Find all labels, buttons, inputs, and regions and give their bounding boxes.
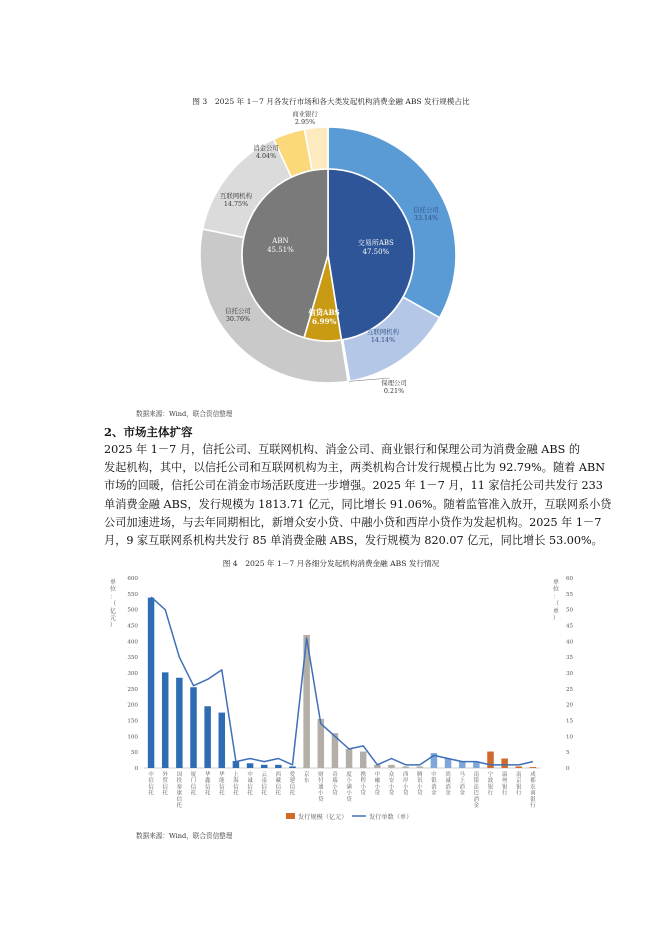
x-tick-char: 小 <box>360 784 366 791</box>
x-tick-char: 外 <box>162 772 168 778</box>
paragraph-line: 月，9 家互联网系机构共发行 85 单消费金融 ABS，发行规模为 820.07 亿元，同比增长 53.00%。 <box>104 534 603 548</box>
outer-label-name: 信托公司 <box>413 206 439 214</box>
x-tick-label <box>233 770 239 797</box>
x-tick-char: 信 <box>289 784 296 791</box>
x-tick-char: 信 <box>176 796 183 803</box>
x-tick-char: 满 <box>346 784 352 791</box>
x-tick-char: 度 <box>346 772 352 778</box>
x-tick-char: 中 <box>148 772 154 778</box>
x-tick-label <box>516 770 522 797</box>
axis-title-char: 单 <box>552 607 560 615</box>
y-right-tick: 20 <box>566 702 574 709</box>
axis-title-char: 位 <box>552 586 560 594</box>
x-tick-label <box>346 770 352 803</box>
x-tick-char: 厦 <box>190 772 197 778</box>
x-tick-char: 银 <box>431 778 437 785</box>
x-tick-char: 信 <box>261 784 267 791</box>
figure3-donut-chart <box>150 108 510 404</box>
x-tick-char: 行 <box>501 790 508 797</box>
bar-25 <box>501 759 508 769</box>
x-tick-char: 都 <box>530 778 536 785</box>
x-tick-label <box>276 770 282 797</box>
x-tick-char: 藏 <box>275 778 282 785</box>
axis-title-char: （ <box>109 600 117 608</box>
x-tick-char: 消 <box>445 784 451 791</box>
x-tick-char: 尚 <box>445 772 451 778</box>
outer-label-2 <box>381 378 407 395</box>
paragraph-line: 2025 年 1－7 月，信托公司、互联网机构、消金公司、商业银行和保理公司为消费金融 ABS 的 <box>104 443 581 456</box>
outer-label-4 <box>220 191 253 208</box>
x-tick-char: 上 <box>459 778 465 785</box>
y-right-tick: 0 <box>566 766 570 772</box>
x-tick-char: 中 <box>247 772 253 778</box>
x-tick-label <box>163 770 169 797</box>
x-tick-char: 岸 <box>402 778 409 785</box>
figure4-combo-chart <box>109 570 574 822</box>
x-tick-char: 门 <box>190 778 197 785</box>
x-tick-char: 小 <box>374 784 381 791</box>
y-left-tick: 50 <box>130 750 138 757</box>
legend-label-bar: 发行规模（亿元） <box>298 814 348 821</box>
axis-title-char: ） <box>552 615 560 622</box>
y-left-tick: 350 <box>127 655 138 662</box>
x-tick-char: 贷 <box>417 790 423 797</box>
x-tick-char: 行 <box>516 790 522 797</box>
x-tick-char: 消 <box>431 784 437 791</box>
bar-8 <box>261 765 268 768</box>
y-left-tick: 600 <box>127 576 138 582</box>
axis-title-char: 亿 <box>109 607 117 615</box>
x-tick-char: 贸 <box>162 778 168 785</box>
bar-15 <box>360 752 367 768</box>
outer-label-value: 33.14% <box>413 214 439 222</box>
x-tick-char: 信 <box>247 784 253 791</box>
inner-label-name: 交易所ABS <box>357 239 394 248</box>
inner-label-0 <box>358 238 394 256</box>
x-tick-char: 东 <box>303 778 310 785</box>
bar-0 <box>148 598 155 768</box>
x-tick-char: 南 <box>261 778 267 785</box>
x-tick-char: 信 <box>219 784 225 791</box>
x-tick-char: 华 <box>219 772 225 778</box>
y-left-tick: 0 <box>134 766 138 772</box>
outer-label-6 <box>292 109 318 126</box>
x-tick-label <box>247 770 253 797</box>
y-left-tick: 250 <box>127 686 138 693</box>
x-tick-char: 西 <box>402 772 409 778</box>
x-tick-char: 安 <box>388 778 395 785</box>
figure4-title: 图 4 2025 年 1－7 月各细分发起机构消费金融 ABS 发行情况 <box>222 559 440 568</box>
x-tick-label <box>219 770 225 797</box>
x-tick-label <box>389 770 395 797</box>
x-tick-char: 托 <box>247 790 253 797</box>
x-tick-label <box>403 770 409 797</box>
x-tick-char: 托 <box>162 790 168 797</box>
x-tick-char: 金 <box>473 803 480 809</box>
x-tick-label <box>460 770 466 797</box>
x-tick-char: 信 <box>275 784 282 791</box>
x-tick-char: 能 <box>219 778 225 785</box>
x-tick-char: 小 <box>388 784 395 791</box>
x-tick-label <box>488 770 494 797</box>
x-tick-char: 金 <box>459 790 465 797</box>
x-tick-char: 托 <box>190 790 197 797</box>
x-tick-char: 通 <box>318 784 324 791</box>
x-tick-label <box>290 770 296 797</box>
x-tick-char: 南 <box>516 772 522 778</box>
inner-label-value: 45.51% <box>267 245 294 254</box>
y-right-tick: 60 <box>566 576 574 582</box>
x-tick-char: 托 <box>176 803 183 809</box>
outer-label-value: 30.76% <box>225 315 251 323</box>
x-tick-char: 爱 <box>289 772 296 778</box>
outer-label-name: 消金公司 <box>253 144 279 152</box>
x-tick-char: 成 <box>530 772 536 778</box>
y-left-title <box>110 578 116 629</box>
x-tick-char: 行 <box>487 790 494 797</box>
x-tick-char: 托 <box>204 790 211 797</box>
axis-title-char: 单 <box>552 579 560 586</box>
x-tick-char: 贷 <box>402 790 409 797</box>
axis-title-char: 元 <box>109 615 117 622</box>
paragraph-line: 发起机构，其中，以信托公司和互联网机构为主，两类机构合计发行规模占比为 92.79%。随着 ABN <box>104 461 605 475</box>
x-tick-label <box>191 770 197 797</box>
x-tick-char: 托 <box>148 790 154 797</box>
x-tick-label <box>530 770 536 809</box>
bar-5 <box>219 713 226 768</box>
x-tick-char: 贷 <box>388 790 395 797</box>
x-tick-char: 波 <box>487 778 494 785</box>
y-right-tick: 30 <box>566 671 574 677</box>
bar-1 <box>162 672 169 768</box>
x-tick-char: 金 <box>431 790 437 797</box>
x-tick-char: 小 <box>417 784 423 791</box>
outer-label-value: 0.21% <box>383 387 405 395</box>
outer-label-value: 14.75% <box>223 200 249 208</box>
x-tick-char: 贷 <box>374 790 381 797</box>
x-tick-char: 宁 <box>487 772 494 778</box>
x-tick-char: 京 <box>303 772 310 778</box>
y-right-tick: 50 <box>566 607 574 614</box>
bar-10 <box>289 766 296 768</box>
y-right-tick: 10 <box>566 734 574 741</box>
x-tick-char: 诚 <box>445 778 451 785</box>
outer-label-name: 互联网机构 <box>367 328 399 336</box>
x-tick-char: 众 <box>388 772 395 778</box>
x-tick-char: 贷 <box>318 796 324 803</box>
outer-label-value: 14.14% <box>370 336 396 344</box>
x-tick-char: 程 <box>360 778 366 785</box>
x-tick-char: 小 <box>346 790 352 797</box>
outer-label-name: 商业银行 <box>292 110 318 118</box>
x-tick-char: 西 <box>275 772 282 778</box>
x-tick-char: 中 <box>431 772 437 778</box>
bar-9 <box>275 765 282 768</box>
x-tick-char: 华 <box>204 772 211 778</box>
bar-4 <box>204 706 211 768</box>
y-right-tick: 5 <box>566 750 570 757</box>
legend-label-line: 发行单数（单） <box>369 814 413 821</box>
x-tick-char: 腾 <box>417 772 423 778</box>
x-tick-char: 银 <box>501 784 508 791</box>
x-tick-label <box>361 770 367 797</box>
x-tick-char: 银 <box>530 796 536 803</box>
x-tick-label <box>318 770 324 803</box>
y-left-tick: 100 <box>127 734 138 741</box>
x-tick-char: 托 <box>289 790 296 797</box>
y-right-tick: 45 <box>566 623 574 630</box>
x-tick-char: 消 <box>459 784 465 791</box>
x-tick-char: 瑞 <box>332 778 338 785</box>
x-tick-char: 金 <box>445 790 451 797</box>
x-tick-char: 温 <box>501 772 508 778</box>
paragraph-line: 公司加速进场，与去年同期相比，新增众安小贷、中融小贷和西岸小贷作为发起机构。2025 年 1－7 <box>104 515 602 529</box>
y-right-tick: 15 <box>566 718 574 725</box>
x-tick-char: 讯 <box>417 778 423 785</box>
axis-title-char: ： <box>552 593 560 601</box>
x-tick-label <box>148 770 154 797</box>
x-tick-char: 小 <box>332 784 338 791</box>
inner-label-1 <box>309 308 340 326</box>
y-left-tick: 300 <box>127 671 138 677</box>
x-tick-label <box>304 770 310 784</box>
x-tick-label <box>417 770 423 797</box>
x-tick-char: 信 <box>148 784 154 791</box>
outer-label-3 <box>225 306 251 323</box>
outer-label-value: 2.95% <box>294 118 316 126</box>
x-tick-char: 泰 <box>176 784 183 791</box>
x-tick-label <box>445 770 451 797</box>
x-tick-char: 奇 <box>332 772 338 778</box>
legend-swatch-bar <box>286 813 295 819</box>
x-tick-char: 法 <box>473 784 480 791</box>
axis-title-char: （ <box>552 600 560 608</box>
x-tick-char: 银 <box>473 778 480 785</box>
paragraph-line: 市场的回暖，信托公司在消金市场活跃度进一步增强。2025 年 1－7 月，11 家信托公司共发行 233 <box>104 479 603 493</box>
x-tick-char: 康 <box>176 790 183 797</box>
bar-23 <box>473 762 480 768</box>
y-left-tick: 500 <box>127 607 138 614</box>
x-tick-char: 投 <box>176 778 183 785</box>
y-left-tick: 200 <box>127 702 138 709</box>
bar-18 <box>402 766 409 768</box>
x-tick-char: 州 <box>501 778 508 785</box>
x-tick-char: 付 <box>318 778 324 785</box>
legend <box>286 813 412 821</box>
x-tick-label <box>262 771 268 797</box>
x-tick-char: 银 <box>487 784 494 791</box>
x-tick-label <box>332 770 338 797</box>
x-tick-char: 行 <box>530 803 536 809</box>
x-tick-char: 小 <box>346 778 352 785</box>
x-tick-char: 贷 <box>360 790 366 797</box>
y-right-tick: 25 <box>566 686 574 693</box>
outer-label-1 <box>367 327 400 344</box>
x-tick-label <box>474 770 480 809</box>
x-tick-char: 携 <box>360 772 366 778</box>
bar-14 <box>346 749 353 768</box>
section-heading: 2、市场主体扩容 <box>104 425 193 439</box>
inner-label-name: ABN <box>272 236 289 245</box>
outer-label-0 <box>413 205 439 222</box>
x-tick-label <box>375 770 381 797</box>
outer-label-value: 4.04% <box>255 152 277 160</box>
y-left-tick: 150 <box>127 718 138 725</box>
x-tick-char: 托 <box>219 790 225 797</box>
inner-label-value: 6.99% <box>311 316 337 326</box>
bar-3 <box>190 687 197 768</box>
bar-7 <box>247 763 254 768</box>
paragraph-line: 单消费金融 ABS，发行规模为 1813.71 亿元，同比增长 91.06%。随着监管准入放开，互联网系小贷 <box>104 497 612 511</box>
x-tick-char: 信 <box>233 784 239 791</box>
x-tick-char: 国 <box>176 772 183 778</box>
axis-title-char: 单 <box>109 579 117 586</box>
x-tick-char: 融 <box>374 778 381 785</box>
bar-21 <box>445 759 452 769</box>
figure3-title: 图 3 2025 年 1－7 月各发行市场和各大类发起机构消费金融 ABS 发行规模占比 <box>192 97 470 106</box>
x-tick-char: 托 <box>261 790 267 797</box>
x-tick-char: 托 <box>233 790 239 797</box>
bar-27 <box>530 767 537 768</box>
x-tick-char: 诚 <box>247 778 253 785</box>
x-tick-char: 商 <box>530 790 536 797</box>
axis-title-char: ） <box>109 622 117 630</box>
x-tick-char: 农 <box>530 784 536 791</box>
y-left-tick: 400 <box>127 639 138 646</box>
x-tick-char: 小 <box>318 790 324 797</box>
x-tick-char: 托 <box>275 790 282 797</box>
x-tick-char: 银 <box>516 784 522 791</box>
x-tick-char: 马 <box>459 772 465 778</box>
x-tick-char: 财 <box>318 772 324 778</box>
inner-label-name: 信贷ABS <box>308 307 340 317</box>
x-tick-char: 上 <box>233 772 239 778</box>
outer-label-5 <box>253 143 279 160</box>
bar-19 <box>417 766 424 768</box>
x-tick-label <box>431 770 437 797</box>
outer-label-name: 信托公司 <box>225 307 251 315</box>
bar-17 <box>388 765 395 768</box>
x-tick-char: 中 <box>374 772 381 778</box>
x-tick-char: 信 <box>190 784 197 791</box>
y-right-tick: 35 <box>566 655 574 662</box>
x-tick-char: 云 <box>261 772 267 778</box>
x-tick-char: 消 <box>473 796 480 803</box>
x-tick-label <box>502 770 508 797</box>
bar-2 <box>176 678 183 768</box>
x-tick-char: 建 <box>289 778 296 785</box>
y-right-tick: 40 <box>566 639 574 646</box>
x-tick-char: 信 <box>204 784 211 791</box>
x-tick-char: 贷 <box>346 796 352 803</box>
y-left-tick: 550 <box>127 591 138 598</box>
x-tick-label <box>205 770 211 797</box>
inner-label-value: 47.50% <box>362 248 390 257</box>
figure4-source: 数据来源：Wind，联合资信整理 <box>136 832 233 840</box>
outer-label-name: 互联网机构 <box>220 192 252 200</box>
x-tick-char: 信 <box>148 778 154 785</box>
figure3-source: 数据来源：Wind，联合资信整理 <box>136 410 233 418</box>
axis-title-char: 位 <box>109 586 117 594</box>
axis-title-char: ： <box>109 593 117 601</box>
x-tick-char: 贷 <box>332 790 338 797</box>
y-right-tick: 55 <box>566 591 574 598</box>
x-tick-char: 信 <box>162 784 168 791</box>
body-paragraph <box>104 441 612 550</box>
x-tick-label <box>177 770 183 809</box>
x-tick-char: 南 <box>473 772 480 778</box>
bar-26 <box>516 766 523 768</box>
y-left-tick: 450 <box>127 623 138 630</box>
y-right-title <box>553 578 559 622</box>
x-tick-char: 巴 <box>473 790 480 797</box>
outer-label-name: 保理公司 <box>381 379 407 387</box>
x-tick-char: 鑫 <box>204 778 211 785</box>
x-tick-char: 海 <box>233 778 239 785</box>
x-tick-char: 京 <box>516 778 522 785</box>
x-tick-char: 小 <box>402 784 409 791</box>
